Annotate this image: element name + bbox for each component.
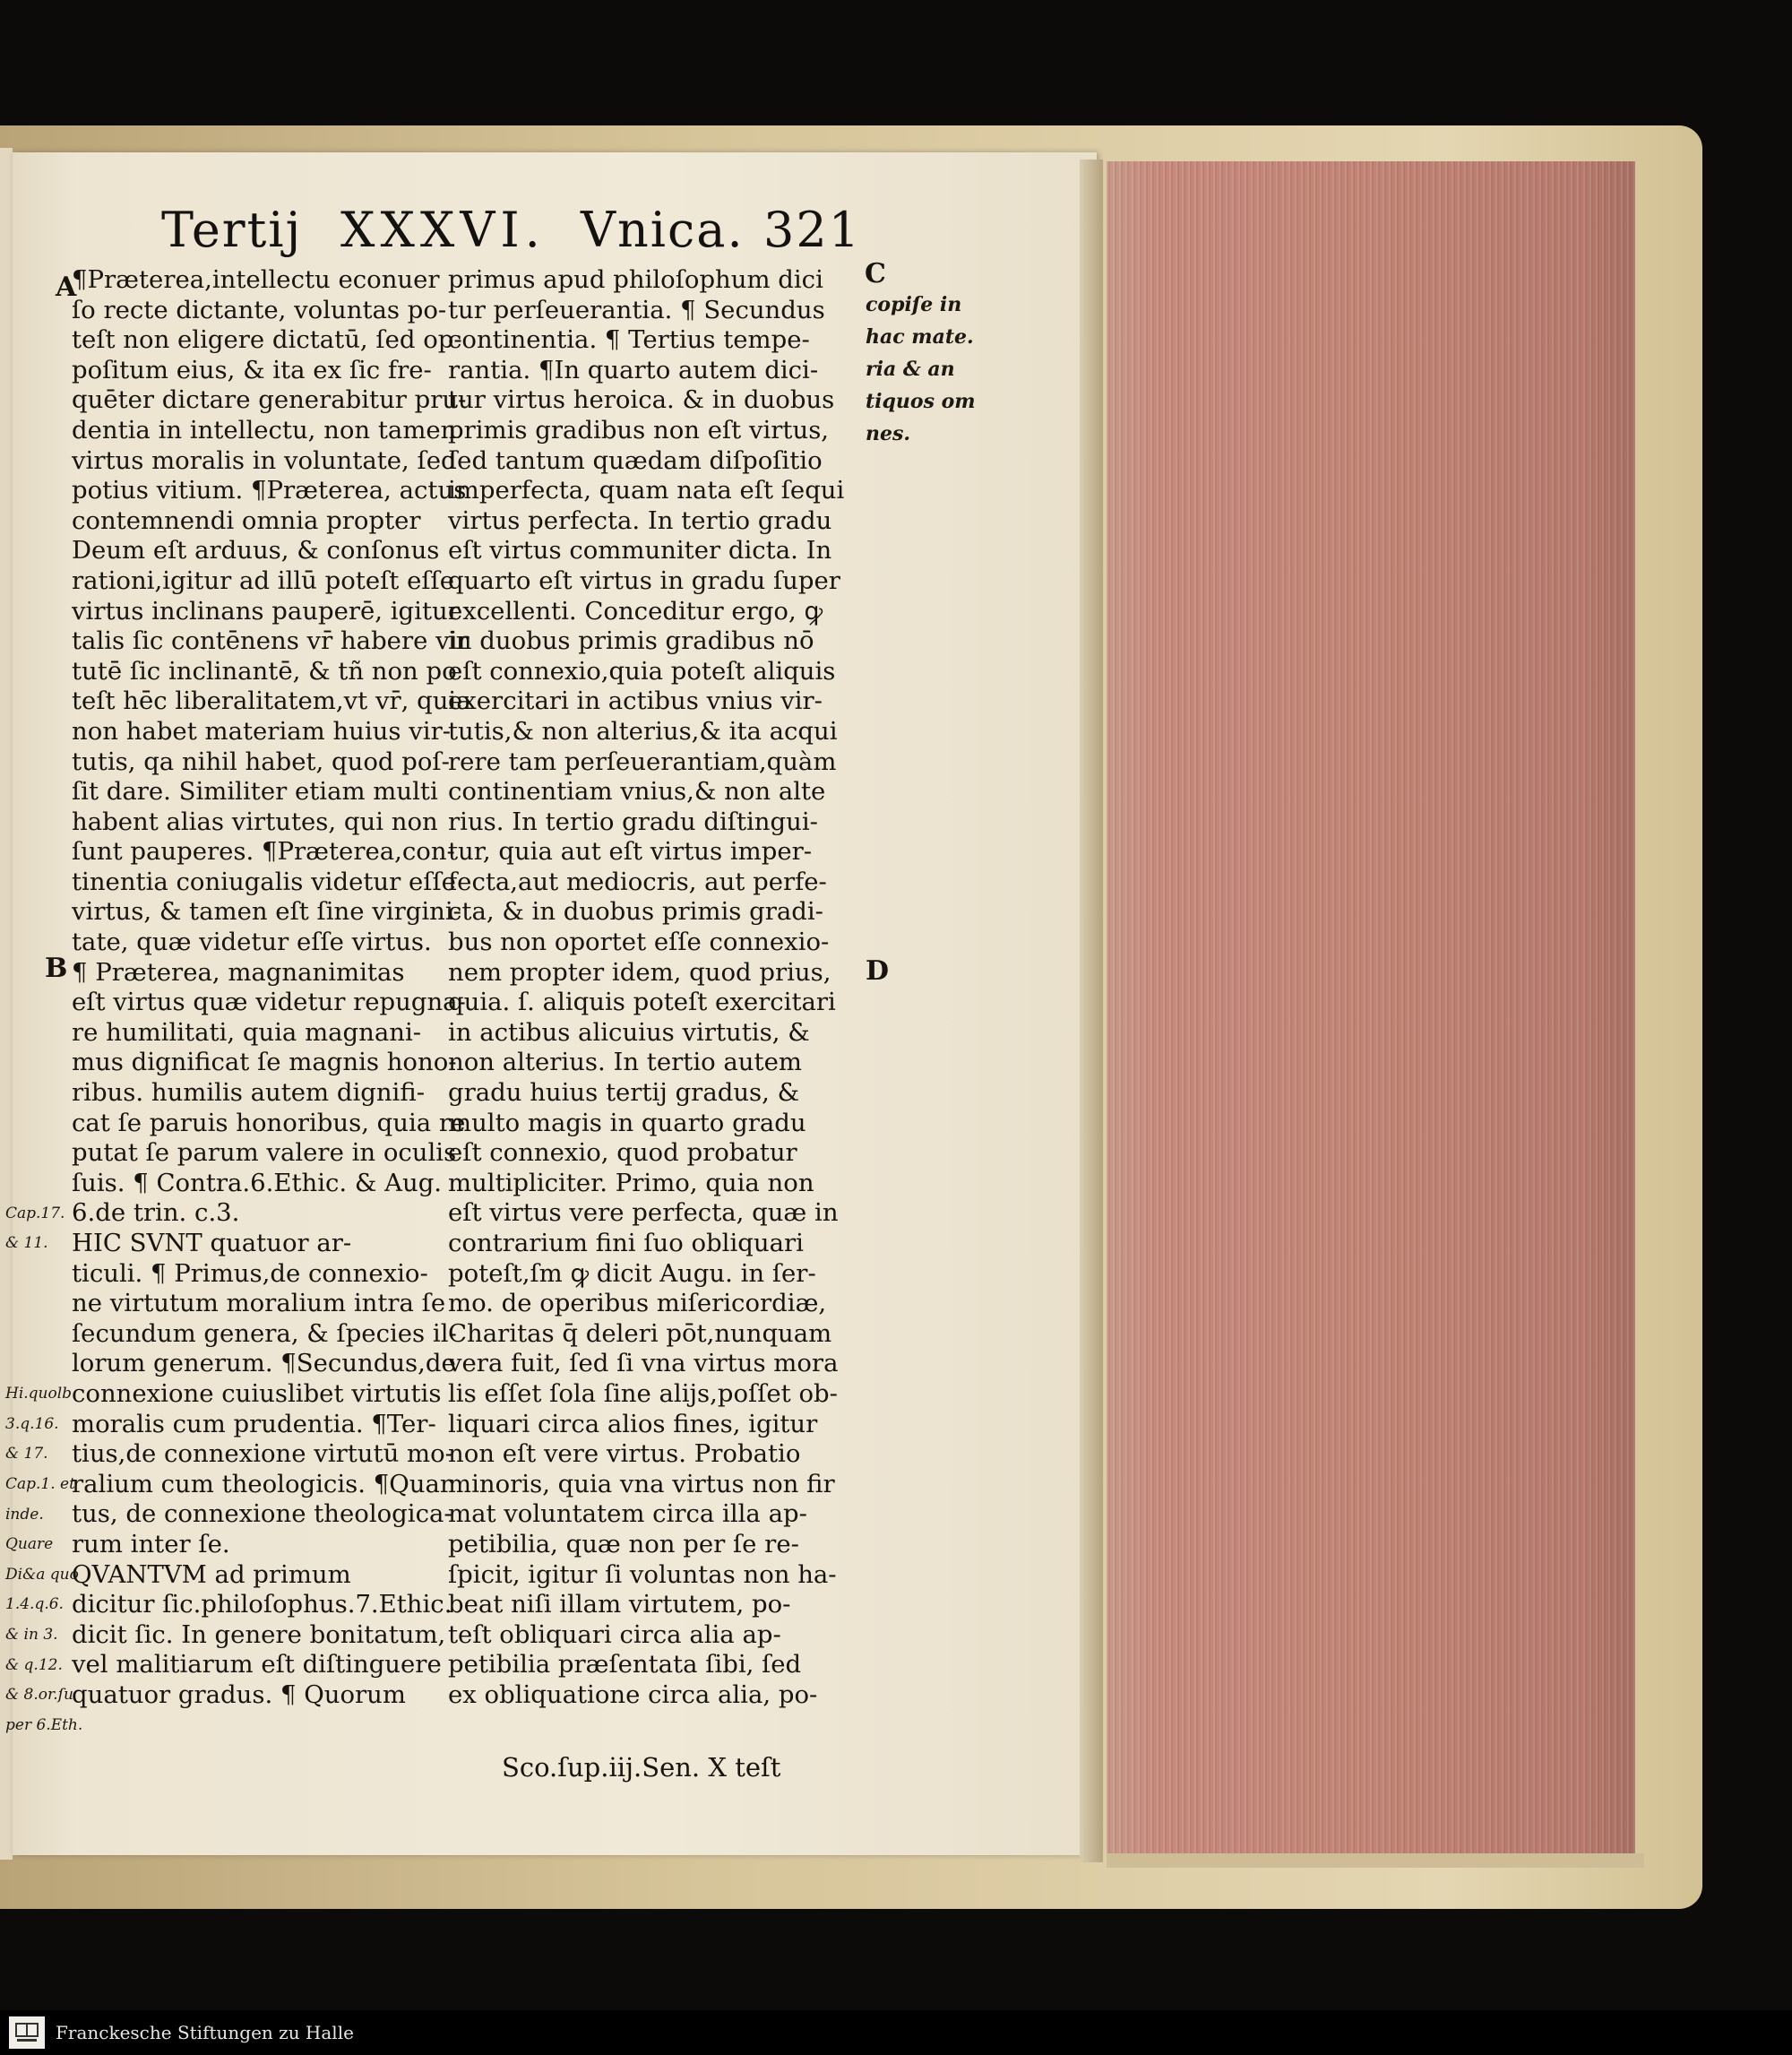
text-line: dentia in intellectu, non tamen [72, 415, 457, 445]
text-line: cta, & in duobus primis gradi- [448, 897, 823, 927]
section-letter-c: C [865, 258, 886, 289]
text-line: non alterius. In tertio autem [448, 1048, 802, 1077]
text-line: ſuis. ¶ Contra.6.Ethic. & Aug. [72, 1168, 443, 1197]
text-line: quarto eſt virtus in gradu ſuper [448, 566, 840, 595]
marginal-reference: 3.q.16. [5, 1414, 59, 1433]
text-column-left [72, 265, 471, 1711]
text-line: ſunt pauperes. ¶Præterea,con- [72, 837, 455, 867]
text-line: teſt obliquari circa alia ap- [448, 1619, 781, 1649]
text-line: continentiam vnius,& non alte [448, 777, 826, 807]
text-line: gradu huius tertij gradus, & [448, 1078, 800, 1108]
text-line: ticuli. ¶ Primus,de connexio- [72, 1258, 428, 1288]
text-line: tutis, qa nihil habet, quod poſ- [72, 747, 450, 776]
text-line: tur virtus heroica. & in duobus [448, 385, 835, 415]
section-letter-a: A [56, 272, 77, 303]
text-line: teſt hēc liberalitatem,vt vr̄, quia [72, 686, 471, 716]
running-header [161, 202, 862, 264]
institution-logo-icon [9, 2016, 45, 2049]
text-line: minoris, quia vna virtus non fir [448, 1469, 835, 1498]
section-letter-b: B [45, 953, 68, 984]
header-center: Vnica. [581, 202, 745, 258]
text-line: non eſt vere virtus. Probatio [448, 1439, 801, 1469]
text-line: 6.de trin. c.3. [72, 1198, 240, 1228]
text-line: rationi,igitur ad illū poteſt eſſe [72, 566, 454, 595]
text-line: ¶ Præterea, magnanimitas [72, 957, 405, 987]
text-line: mo. de operibus miſericordiæ, [448, 1289, 827, 1318]
text-line: rius. In tertio gradu diſtingui- [448, 807, 818, 836]
text-line: HIC SVNT quatuor ar- [72, 1229, 352, 1257]
red-fore-edge [1107, 161, 1635, 1860]
text-line: contrarium fini ſuo obliquari [448, 1229, 804, 1257]
text-line: connexione cuiuslibet virtutis [72, 1378, 442, 1408]
text-line: continentia. ¶ Tertius tempe- [448, 325, 810, 355]
text-line: eſt virtus quæ videtur repugna- [72, 988, 466, 1017]
text-line: in duobus primis gradibus nō [448, 626, 814, 656]
text-line: tur, quia aut eſt virtus imper- [448, 837, 813, 867]
text-line: tutis,& non alterius,& ita acqui [448, 716, 838, 746]
text-line: quia. ſ. aliquis poteſt exercitari [448, 988, 836, 1017]
text-line: ribus. humilis autem dignifi- [72, 1078, 425, 1108]
text-line: quēter dictare generabitur pru- [72, 385, 467, 415]
marginal-note: copiſe in [866, 293, 962, 316]
text-line: ralium cum theologicis. ¶Quar [72, 1469, 452, 1498]
marginal-reference: & q.12. [5, 1655, 63, 1674]
text-line: nem propter idem, quod prius, [448, 957, 831, 987]
text-line: QVANTVM ad primum [72, 1559, 351, 1589]
text-line: tinentia coniugalis videtur eſſe [72, 867, 456, 896]
header-number: XXXVI. [340, 202, 546, 258]
catchword-line: Sco.ſup.iij.Sen. X teſt [502, 1752, 781, 1783]
text-line: mus dignificat ſe magnis hono- [72, 1048, 457, 1077]
text-line: eſt connexio, quod probatur [448, 1138, 797, 1168]
text-column-right [448, 265, 856, 1711]
marginal-reference: & in 3. [5, 1626, 58, 1644]
text-line: rantia. ¶In quarto autem dici- [448, 355, 819, 384]
marginal-reference: per 6.Eth. [5, 1715, 83, 1734]
text-line: vel malitiarum eſt diſtinguere [72, 1650, 442, 1679]
text-line: bus non oportet eſſe connexio- [448, 928, 830, 957]
text-line: lis eſſet ſola ſine alijs,poſſet ob- [448, 1378, 838, 1408]
marginal-reference: 1.4.q.6. [5, 1595, 64, 1614]
marginal-note: tiquos om [866, 390, 976, 413]
text-line: imperfecta, quam nata eſt ſequi [448, 476, 845, 505]
text-line: ſo recte dictante, voluntas po- [72, 295, 447, 324]
marginal-note: nes. [866, 422, 911, 445]
text-line: contemnendi omnia propter [72, 505, 421, 535]
text-line: teſt non eligere dictatū, ſed op- [72, 325, 462, 355]
marginalia-right [866, 289, 976, 450]
marginal-reference: Cap.17. [5, 1204, 65, 1222]
text-line: lorum generum. ¶Secundus,de [72, 1349, 456, 1378]
text-line: virtus, & tamen eſt ſine virgini- [72, 897, 461, 927]
text-line: ex obliquatione circa alia, po- [448, 1679, 818, 1709]
text-line: cat ſe paruis honoribus, quia re [72, 1108, 466, 1137]
marginal-reference: Di&a quo [5, 1565, 79, 1584]
text-line: tate, quæ videtur eſſe virtus. [72, 928, 432, 957]
text-line: moralis cum prudentia. ¶Ter- [72, 1409, 436, 1438]
marginal-reference: Quare [5, 1535, 54, 1554]
text-line: dicit ſic. In genere bonitatum, [72, 1619, 446, 1649]
text-line: rere tam perſeuerantiam,quàm [448, 747, 837, 776]
text-line: ſit dare. Similiter etiam multi [72, 777, 438, 807]
text-line: petibilia, quæ non per ſe re- [448, 1529, 799, 1559]
marginal-reference: inde. [5, 1505, 44, 1524]
text-line: virtus inclinans pauperē, igitur [72, 596, 460, 626]
marginal-reference: & 17. [5, 1445, 48, 1464]
text-line: eſt connexio,quia poteſt aliquis [448, 656, 836, 686]
attribution-text: Franckesche Stiftungen zu Halle [56, 2022, 354, 2043]
page-number: 321 [763, 202, 862, 258]
text-line: primis gradibus non eſt virtus, [448, 415, 830, 445]
text-line: tus, de connexione theologica- [72, 1499, 452, 1529]
section-letter-d: D [866, 955, 890, 987]
text-line: excellenti. Conceditur ergo, ꝙ [448, 596, 823, 626]
text-line: ſpicit, igitur ſi voluntas non ha- [448, 1559, 837, 1589]
marginal-reference: Cap.1. et [5, 1475, 75, 1493]
text-line: ſecundum genera, & ſpecies il- [72, 1318, 457, 1348]
text-line: multo magis in quarto gradu [448, 1108, 806, 1137]
header-left: Tertij [161, 202, 303, 258]
text-line: eſt virtus vere perfecta, quæ in [448, 1198, 839, 1228]
text-line: beat niſi illam virtutem, po- [448, 1590, 791, 1619]
text-line: non habet materiam huius vir- [72, 716, 452, 746]
text-line: dicitur ſic.philoſophus.7.Ethic. [72, 1590, 452, 1619]
text-line: virtus moralis in voluntate, ſed [72, 445, 457, 475]
text-line: exercitari in actibus vnius vir- [448, 686, 823, 716]
text-line: talis ſic contēnens vr̄ habere vir [72, 626, 470, 656]
page-gutter [1080, 160, 1103, 1862]
text-line: potius vitium. ¶Præterea, actus [72, 476, 467, 505]
text-line: primus apud philoſophum dici [448, 265, 823, 294]
marginal-reference: & 8.or.ſu [5, 1686, 73, 1705]
text-line: tur perſeuerantia. ¶ Secundus [448, 295, 825, 324]
text-line: virtus perfecta. In tertio gradu [448, 505, 832, 535]
text-line: ſed tantum quædam diſpoſitio [448, 445, 823, 475]
text-line: petibilia præſentata ſibi, ſed [448, 1650, 802, 1679]
text-line: vera fuit, ſed ſi vna virtus mora [448, 1349, 839, 1378]
text-line: eſt virtus communiter dicta. In [448, 536, 832, 566]
marginal-reference: Hi.quolb. [5, 1385, 77, 1403]
text-line: poſitum eius, & ita ex ſic fre- [72, 355, 432, 384]
text-line: re humilitati, quia magnani- [72, 1017, 422, 1047]
marginal-reference: & 11. [5, 1234, 48, 1253]
text-line: Charitas q̄ deleri pōt,nunquam [448, 1318, 832, 1348]
text-line: in actibus alicuius virtutis, & [448, 1017, 810, 1047]
text-line: habent alias virtutes, qui non [72, 807, 438, 836]
text-line: mat voluntatem circa illa ap- [448, 1499, 807, 1529]
text-line: putat ſe parum valere in oculis [72, 1138, 457, 1168]
text-line: fecta,aut mediocris, aut perfe- [448, 867, 827, 896]
text-line: multipliciter. Primo, quia non [448, 1168, 814, 1197]
text-line: rum inter ſe. [72, 1529, 230, 1559]
text-line: tutē ſic inclinantē, & tñ non po [72, 656, 457, 686]
text-line: Deum eſt arduus, & conſonus [72, 536, 440, 566]
text-line: poteſt,ſm ꝙ dicit Augu. in ſer- [448, 1258, 816, 1288]
binding-edge [1107, 1853, 1644, 1868]
marginal-note: ria & an [866, 358, 955, 381]
text-line: ne virtutum moralium intra ſe [72, 1289, 446, 1318]
marginal-note: hac mate. [866, 325, 974, 349]
text-line: quatuor gradus. ¶ Quorum [72, 1679, 406, 1709]
text-line: tius,de connexione virtutū mo- [72, 1439, 453, 1469]
text-line: ¶Præterea,intellectu econuer [72, 265, 440, 294]
text-line: liquari circa alios fines, igitur [448, 1409, 818, 1438]
attribution-bar [0, 2010, 1792, 2055]
